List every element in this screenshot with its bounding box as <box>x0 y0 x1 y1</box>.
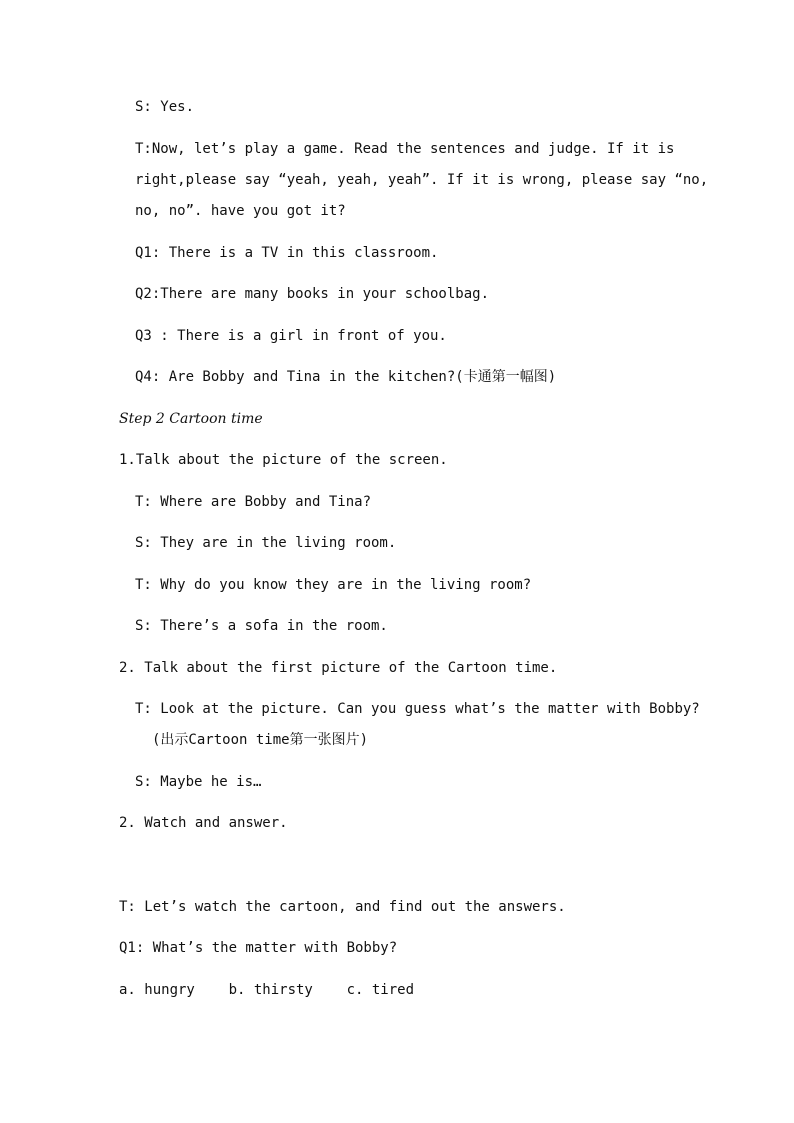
dialogue-line: right,please say “yeah, yeah, yeah”. If it is wrong, please say “no, <box>135 172 709 188</box>
dialogue-line: S: Maybe he is… <box>135 774 262 790</box>
answer-options: a. hungry b. thirsty c. tired <box>119 982 415 998</box>
section-item: 1.Talk about the picture of the screen. <box>119 452 448 468</box>
dialogue-line: T: Why do you know they are in the living room? <box>135 577 532 593</box>
dialogue-line: T:Now, let’s play a game. Read the sentences and judge. If it is <box>135 141 675 157</box>
dialogue-line: no, no”. have you got it? <box>135 203 346 219</box>
question-line: Q3 : There is a girl in front of you. <box>135 328 447 344</box>
dialogue-line: S: There’s a sofa in the room. <box>135 618 388 634</box>
section-item: 2. Talk about the first picture of the Cartoon time. <box>119 660 558 676</box>
note-line: (出示Cartoon time第一张图片) <box>152 732 369 748</box>
step-heading: Step 2 Cartoon time <box>119 411 263 427</box>
dialogue-line: S: Yes. <box>135 99 195 115</box>
section-item: 2. Watch and answer. <box>119 815 288 831</box>
question-line: Q4: Are Bobby and Tina in the kitchen?(卡通第一幅图) <box>135 369 557 385</box>
question-line: Q2:There are many books in your schoolbag. <box>135 286 490 302</box>
question-line: Q1: What’s the matter with Bobby? <box>119 940 398 956</box>
dialogue-line: T: Look at the picture. Can you guess what’s the matter with Bobby? <box>135 701 700 717</box>
dialogue-line: S: They are in the living room. <box>135 535 397 551</box>
dialogue-line: T: Where are Bobby and Tina? <box>135 494 372 510</box>
question-line: Q1: There is a TV in this classroom. <box>135 245 439 261</box>
dialogue-line: T: Let’s watch the cartoon, and find out the answers. <box>119 899 566 915</box>
